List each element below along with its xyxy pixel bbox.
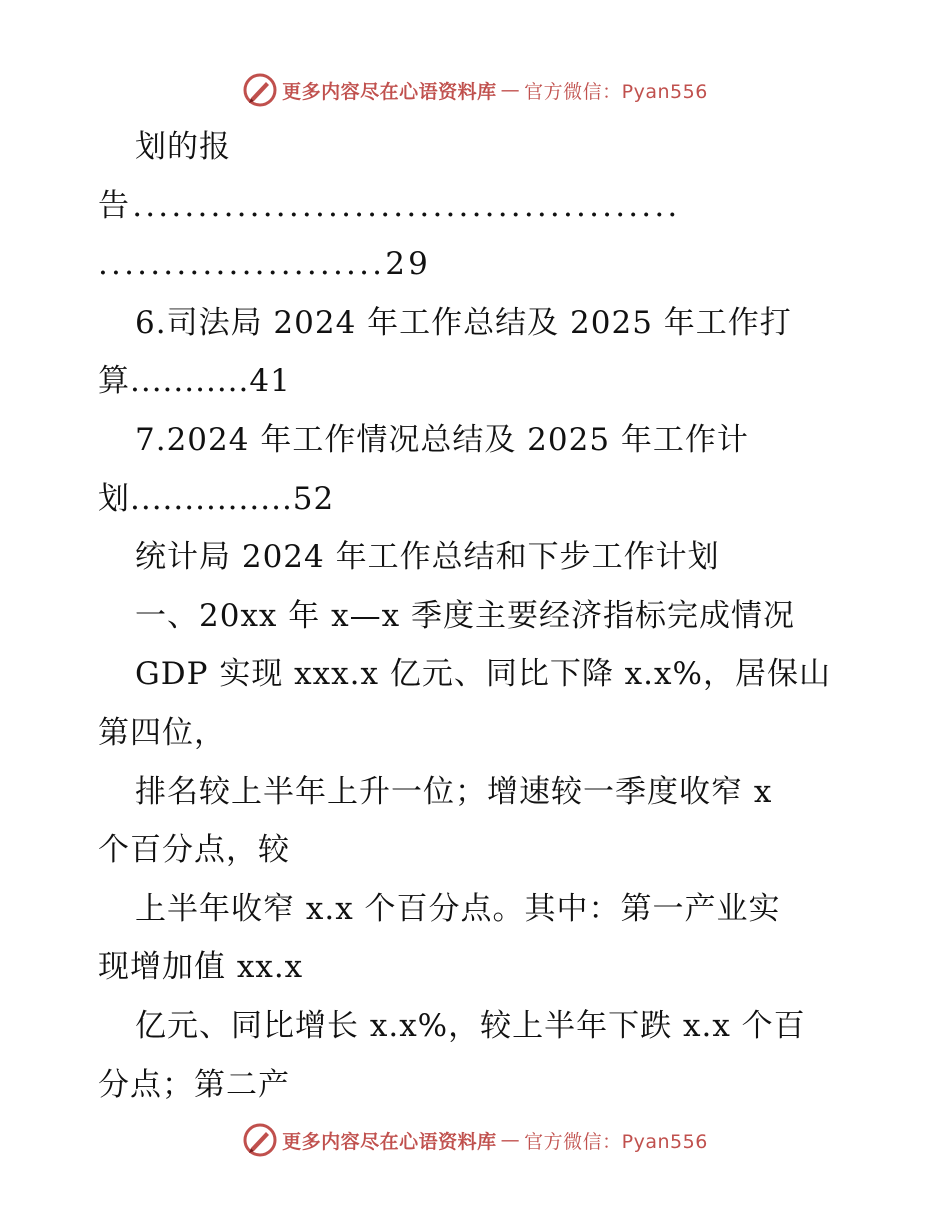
banner-separator: — [500,1129,521,1151]
footer-watermark-banner [0,1120,950,1160]
banner-text: 更多内容尽在心语资料库 [282,1130,497,1153]
banner-separator: — [500,79,521,101]
header-watermark-banner [0,70,950,110]
toc-entry-5-page: ......................29 [98,246,432,283]
paragraph-line: 排名较上半年上升一位；增速较一季度收窄 x [135,773,773,810]
paragraph-line: 第四位， [98,714,226,751]
toc-entry-7-page: 划...............52 [98,480,335,517]
paragraph-line: 分点；第二产 [98,1066,290,1103]
banner-wechat: 官方微信：Pyan556 [524,1130,708,1153]
toc-entry-7-title: 7.2024 年工作情况总结及 2025 年工作计 [135,421,749,458]
paragraph-line: 亿元、同比增长 x.x%，较上半年下跌 x.x 个百 [135,1007,806,1044]
document-heading: 统计局 2024 年工作总结和下步工作计划 [135,539,720,576]
banner-wechat: 官方微信：Pyan556 [524,80,708,103]
paragraph-line: 上半年收窄 x.x 个百分点。其中：第一产业实 [135,890,781,927]
paragraph-line: 现增加值 xx.x [98,949,304,986]
paragraph-line: 个百分点，较 [98,832,290,869]
document-body [98,118,858,1114]
section-heading-1: 一、20xx 年 x—x 季度主要经济指标完成情况 [135,597,795,634]
toc-entry-5-title-end: 划的报 [135,129,231,165]
toc-entry-5-leader: 告.......................................... [98,187,681,224]
paragraph-line: GDP 实现 xxx.x 亿元、同比下降 x.x%，居保山 [135,656,831,693]
pen-logo-icon [242,72,278,108]
banner-text: 更多内容尽在心语资料库 [282,80,497,103]
pen-logo-icon [242,1122,278,1158]
toc-entry-6-title: 6.司法局 2024 年工作总结及 2025 年工作打 [135,304,792,341]
toc-entry-6-page: 算...........41 [98,363,291,400]
